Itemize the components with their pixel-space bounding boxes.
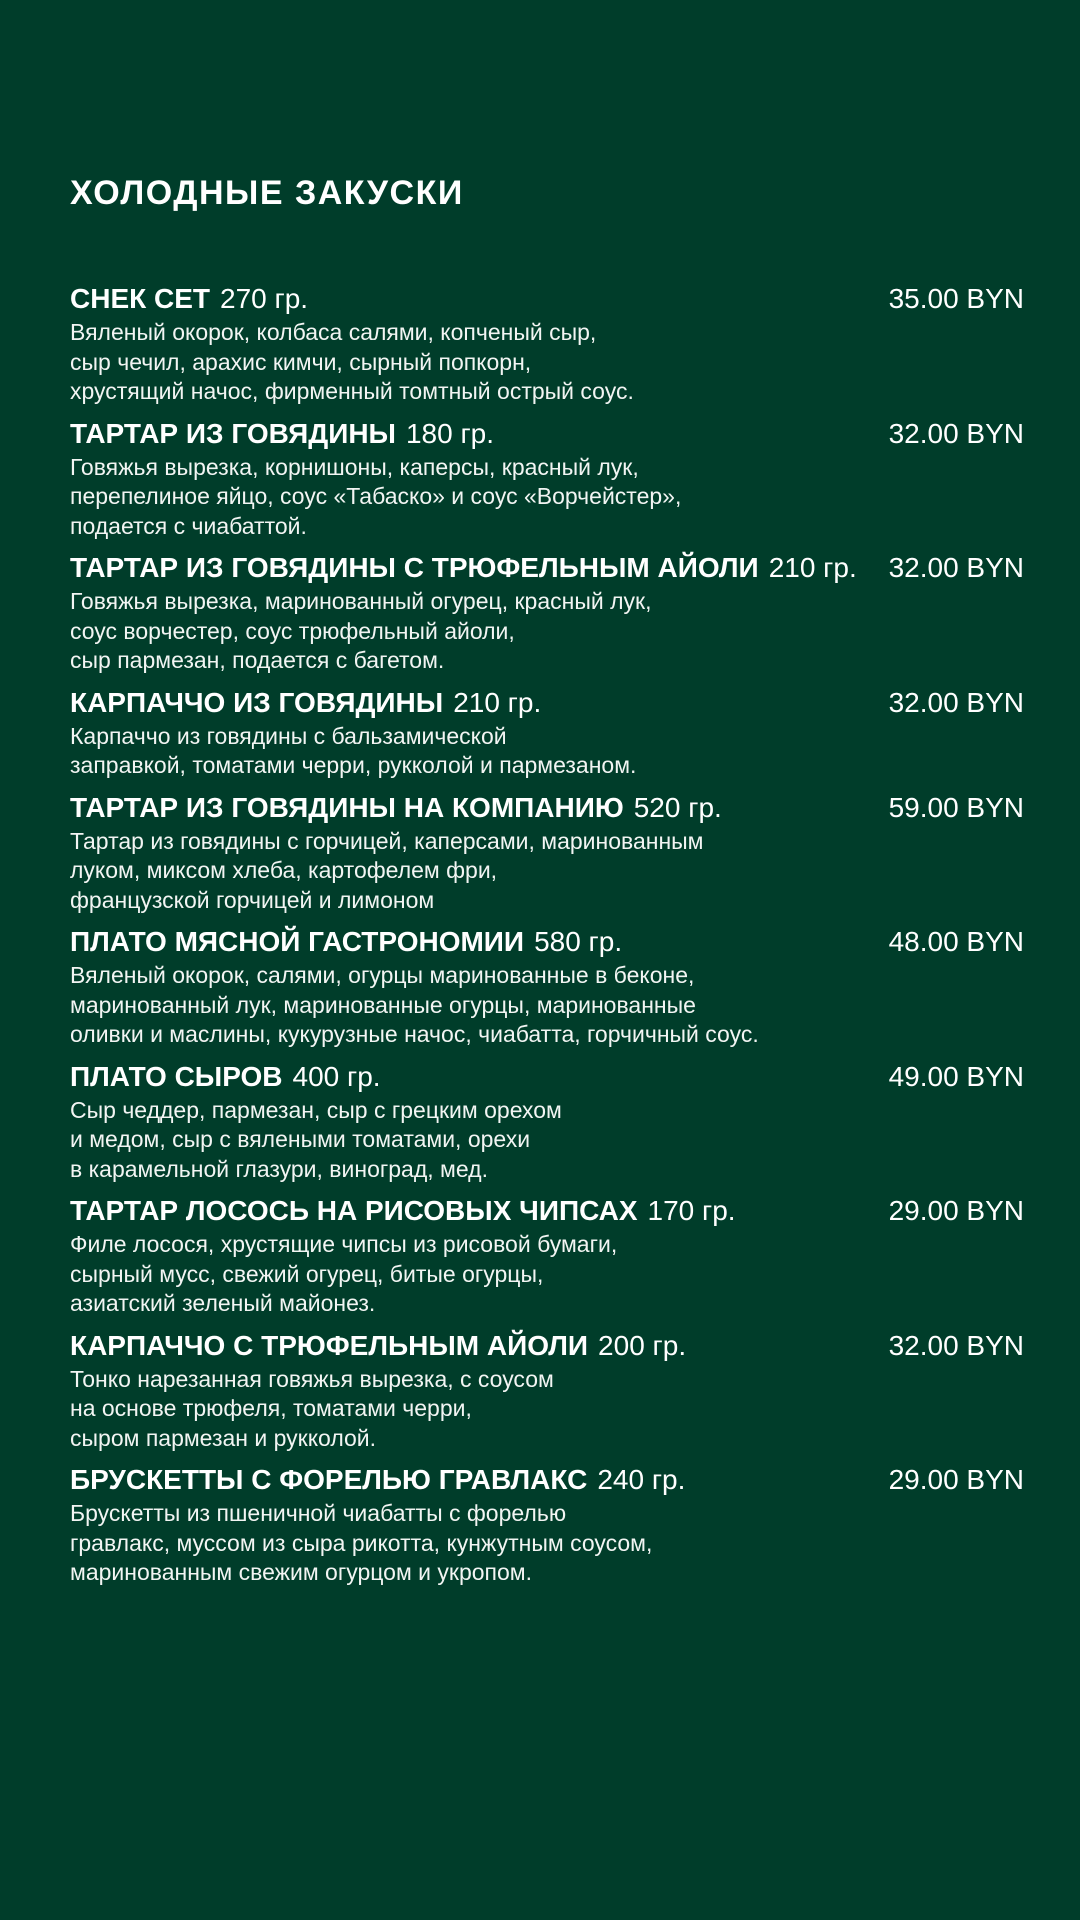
- menu-item: [70, 1192, 1024, 1319]
- menu-item-title: [70, 1327, 686, 1370]
- menu-item-description-line: азиатский зеленый майонез.: [70, 1290, 376, 1316]
- menu-item-header: [70, 789, 1024, 827]
- menu-item-description-line: сыр чечил, арахис кимчи, сырный попкорн,: [70, 348, 532, 375]
- menu-item-description: [70, 453, 1024, 542]
- menu-item-description-line: Брускетты из пшеничной чиабатты с форелью: [70, 1500, 567, 1526]
- menu-item-description-line: Сыр чеддер, пармезан, сыр с грецким орехом: [70, 1096, 562, 1123]
- menu-item: [70, 1058, 1024, 1185]
- menu-item: [70, 280, 1024, 407]
- menu-item-description-line: Вяленый окорок, колбаса салями, копченый сыр,: [70, 319, 597, 345]
- menu-item-price: 35.00 BYN: [888, 283, 1024, 314]
- menu-item-description-line: соус ворчестер, соус трюфельный айоли,: [70, 617, 515, 644]
- menu-item-description-line: гравлакс, муссом из сыра рикотта, кунжутным соусом,: [70, 1529, 653, 1556]
- menu-item-price: 49.00 BYN: [888, 1060, 1024, 1092]
- menu-item-name: ТАРТАР ИЗ ГОВЯДИНЫ: [70, 417, 396, 449]
- menu-item-description: [70, 722, 1024, 781]
- menu-item-name: ТАРТАР ИЗ ГОВЯДИНЫ С ТРЮФЕЛЬНЫМ АЙОЛИ: [70, 552, 759, 583]
- menu-item-description-line: Карпаччо из говядины с бальзамической: [70, 722, 507, 749]
- menu-item-weight: 240 гр.: [597, 1464, 686, 1495]
- menu-item-title: [70, 1192, 736, 1235]
- menu-item-description-line: в карамельной глазури, виноград, мед.: [70, 1155, 488, 1182]
- menu-item: [70, 923, 1024, 1050]
- menu-item-header: [70, 684, 1024, 722]
- menu-list: [70, 280, 1024, 1588]
- menu-item-description-line: Тартар из говядины с горчицей, каперсами, маринованным: [70, 827, 704, 854]
- menu-item-weight: 270 гр.: [220, 283, 309, 314]
- menu-item-description: [70, 1365, 1024, 1454]
- menu-item-price: 32.00 BYN: [888, 1329, 1024, 1361]
- menu-item-description-line: маринованный лук, маринованные огурцы, маринованные: [70, 991, 696, 1018]
- menu-item-header: [70, 1058, 1024, 1096]
- menu-item-price: 32.00 BYN: [888, 552, 1024, 583]
- menu-item-name: ТАРТАР ИЗ ГОВЯДИНЫ НА КОМПАНИЮ: [70, 791, 624, 823]
- menu-item-weight: 210 гр.: [768, 552, 857, 583]
- menu-item: [70, 684, 1024, 781]
- menu-item-description: [70, 1230, 1024, 1319]
- menu-item-description-line: на основе трюфеля, томатами черри,: [70, 1395, 472, 1421]
- menu-item-weight: 210 гр.: [453, 686, 542, 718]
- menu-item-header: [70, 1192, 1024, 1230]
- menu-item-description: [70, 587, 1024, 676]
- menu-item-header: [70, 415, 1024, 453]
- menu-item-description: [70, 1499, 1024, 1588]
- menu-item-description-line: хрустящий начос, фирменный томтный острый соус.: [70, 378, 634, 404]
- menu-item-name: СНЕК СЕТ: [70, 283, 210, 314]
- menu-item-description-line: сырный мусс, свежий огурец, битые огурцы,: [70, 1260, 544, 1287]
- menu-item-title: [70, 280, 308, 323]
- menu-item-description: [70, 1096, 1024, 1185]
- menu-item-name: ПЛАТО МЯСНОЙ ГАСТРОНОМИИ: [70, 926, 525, 957]
- menu-item-description: [70, 827, 1024, 916]
- menu-item-title: [70, 923, 622, 966]
- menu-item-description-line: сыр пармезан, подается с багетом.: [70, 647, 445, 673]
- menu-item-description-line: перепелиное яйцо, соус «Табаско» и соус «Ворчейстер»,: [70, 483, 682, 509]
- menu-item-header: [70, 549, 1024, 587]
- menu-item-header: [70, 280, 1024, 318]
- menu-item-price: 59.00 BYN: [888, 791, 1024, 823]
- menu-item-price: 32.00 BYN: [888, 417, 1024, 449]
- menu-item: [70, 549, 1024, 676]
- section-title: ХОЛОДНЫЕ ЗАКУСКИ: [70, 174, 464, 212]
- menu-item: [70, 415, 1024, 542]
- menu-item-weight: 580 гр.: [534, 926, 623, 957]
- menu-item-name: ПЛАТО СЫРОВ: [70, 1060, 283, 1092]
- menu-item-weight: 170 гр.: [647, 1195, 736, 1226]
- menu-item-name: ТАРТАР ЛОСОСЬ НА РИСОВЫХ ЧИПСАХ: [70, 1195, 638, 1226]
- menu-item-header: [70, 1327, 1024, 1365]
- menu-item-description-line: заправкой, томатами черри, рукколой и пармезаном.: [70, 752, 637, 778]
- menu-item-name: КАРПАЧЧО ИЗ ГОВЯДИНЫ: [70, 686, 444, 718]
- menu-item-name: КАРПАЧЧО С ТРЮФЕЛЬНЫМ АЙОЛИ: [70, 1329, 589, 1361]
- menu-item-description-line: маринованным свежим огурцом и укропом.: [70, 1559, 533, 1585]
- menu-item-description: [70, 961, 1024, 1050]
- menu-item-title: [70, 549, 857, 592]
- menu-item-header: [70, 923, 1024, 961]
- menu-item-title: [70, 415, 494, 458]
- menu-item: [70, 1461, 1024, 1588]
- menu-item-description-line: оливки и маслины, кукурузные начос, чиабатта, горчичный соус.: [70, 1021, 759, 1047]
- menu-item-description-line: Вяленый окорок, салями, огурцы маринованные в беконе,: [70, 962, 695, 988]
- menu-item-description-line: Говяжья вырезка, маринованный огурец, красный лук,: [70, 588, 652, 614]
- menu-item: [70, 789, 1024, 916]
- menu-item-title: [70, 789, 722, 832]
- menu-item-title: [70, 1461, 685, 1504]
- menu-item-description-line: французской горчицей и лимоном: [70, 886, 435, 913]
- menu-item-weight: 180 гр.: [405, 417, 495, 449]
- menu-item-name: БРУСКЕТТЫ С ФОРЕЛЬЮ ГРАВЛАКС: [70, 1464, 588, 1495]
- menu-item-price: 29.00 BYN: [888, 1195, 1024, 1226]
- menu-item-description-line: Тонко нарезанная говяжья вырезка, с соусом: [70, 1365, 554, 1392]
- menu-item-weight: 400 гр.: [292, 1060, 381, 1092]
- menu-item-description-line: подается с чиабаттой.: [70, 512, 307, 539]
- menu-item-title: [70, 684, 541, 727]
- menu-item-price: 29.00 BYN: [888, 1464, 1024, 1495]
- menu-item: [70, 1327, 1024, 1454]
- menu-item-price: 48.00 BYN: [888, 926, 1024, 957]
- menu-item-weight: 200 гр.: [598, 1329, 687, 1361]
- menu-item-description-line: Говяжья вырезка, корнишоны, каперсы, красный лук,: [70, 453, 639, 480]
- menu-item-description-line: и медом, сыр с вялеными томатами, орехи: [70, 1126, 531, 1152]
- menu-item-description-line: луком, миксом хлеба, картофелем фри,: [70, 857, 498, 883]
- menu-item-header: [70, 1461, 1024, 1499]
- menu-item-description-line: сыром пармезан и рукколой.: [70, 1424, 377, 1451]
- menu-item-price: 32.00 BYN: [888, 686, 1024, 718]
- menu-item-weight: 520 гр.: [633, 791, 722, 823]
- menu-item-title: [70, 1058, 381, 1101]
- menu-item-description-line: Филе лосося, хрустящие чипсы из рисовой бумаги,: [70, 1231, 618, 1257]
- menu-item-description: [70, 318, 1024, 407]
